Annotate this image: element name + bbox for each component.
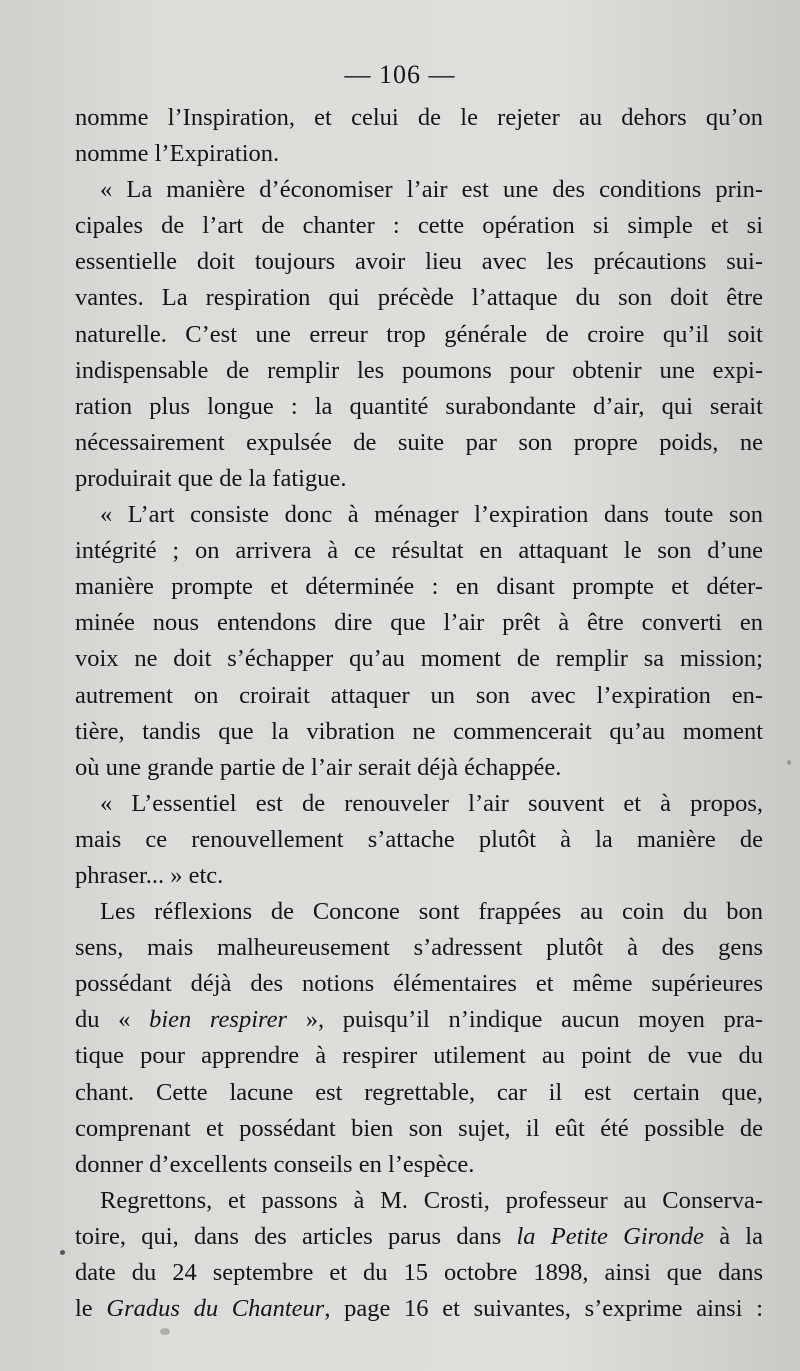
text-line: nomme l’Expiration. bbox=[75, 140, 280, 168]
text-line: tique pour apprendre à respirer utilement au point de vue du bbox=[75, 1042, 763, 1070]
text-line: voix ne doit s’échapper qu’au moment de remplir sa mission; bbox=[75, 645, 763, 673]
text-line: intégrité ; on arrivera à ce résultat en attaquant le son d’une bbox=[75, 537, 763, 565]
text-line: essentielle doit toujours avoir lieu avec les précautions sui- bbox=[75, 248, 763, 276]
text-line: « L’essentiel est de renouveler l’air souvent et à propos, bbox=[100, 789, 763, 817]
text-line: du « bien respirer », puisqu’il n’indique aucun moyen pra- bbox=[75, 1006, 763, 1034]
body-text bbox=[75, 100, 763, 1327]
text-line: produirait que de la fatigue. bbox=[75, 464, 347, 492]
text-line: phraser... » etc. bbox=[75, 861, 224, 889]
text-line: naturelle. C’est une erreur trop générale de croire qu’il soit bbox=[75, 320, 763, 348]
scan-speck bbox=[60, 1250, 65, 1255]
text-line: vantes. La respiration qui précède l’attaque du son doit être bbox=[75, 284, 763, 312]
text-line: date du 24 septembre et du 15 octobre 1898, ainsi que dans bbox=[75, 1259, 763, 1286]
text-line: « L’art consiste donc à ménager l’expiration dans toute son bbox=[100, 501, 763, 529]
text-line: donner d’excellents conseils en l’espèce. bbox=[75, 1150, 475, 1178]
text-line: Regrettons, et passons à M. Crosti, professeur au Conserva- bbox=[100, 1186, 763, 1214]
text-line: ration plus longue : la quantité surabondante d’air, qui serait bbox=[75, 392, 763, 420]
scan-speck bbox=[787, 760, 791, 765]
text-line: où une grande partie de l’air serait déjà échappée. bbox=[75, 753, 562, 781]
scan-speck bbox=[160, 1328, 170, 1335]
text-line: minée nous entendons dire que l’air prêt à être converti en bbox=[75, 609, 763, 637]
text-line: chant. Cette lacune est regrettable, car il est certain que, bbox=[75, 1078, 763, 1106]
text-line: le Gradus du Chanteur, page 16 et suivantes, s’exprime ainsi : bbox=[75, 1295, 763, 1323]
text-line: mais ce renouvellement s’attache plutôt à la manière de bbox=[75, 825, 763, 853]
text-line: indispensable de remplir les poumons pour obtenir une expi- bbox=[75, 356, 763, 384]
text-line: toire, qui, dans des articles parus dans la Petite Gironde à la bbox=[75, 1222, 763, 1250]
text-line: sens, mais malheureusement s’adressent plutôt à des gens bbox=[75, 934, 763, 962]
page-number: — 106 — bbox=[344, 60, 456, 89]
text-line: comprenant et possédant bien son sujet, il eût été possible de bbox=[75, 1114, 763, 1142]
text-line: « La manière d’économiser l’air est une des conditions prin- bbox=[100, 176, 763, 204]
text-line: nécessairement expulsée de suite par son propre poids, ne bbox=[75, 428, 763, 456]
text-line: possédant déjà des notions élémentaires et même supérieures bbox=[75, 970, 763, 998]
text-line: autrement on croirait attaquer un son avec l’expiration en- bbox=[75, 681, 763, 709]
text-line: cipales de l’art de chanter : cette opération si simple et si bbox=[75, 212, 763, 240]
text-line: nomme l’Inspiration, et celui de le rejeter au dehors qu’on bbox=[75, 104, 763, 131]
text-line: tière, tandis que la vibration ne commencerait qu’au moment bbox=[75, 717, 763, 745]
text-line: manière prompte et déterminée : en disant prompte et déter- bbox=[75, 573, 763, 601]
text-line: Les réflexions de Concone sont frappées au coin du bon bbox=[100, 898, 763, 926]
